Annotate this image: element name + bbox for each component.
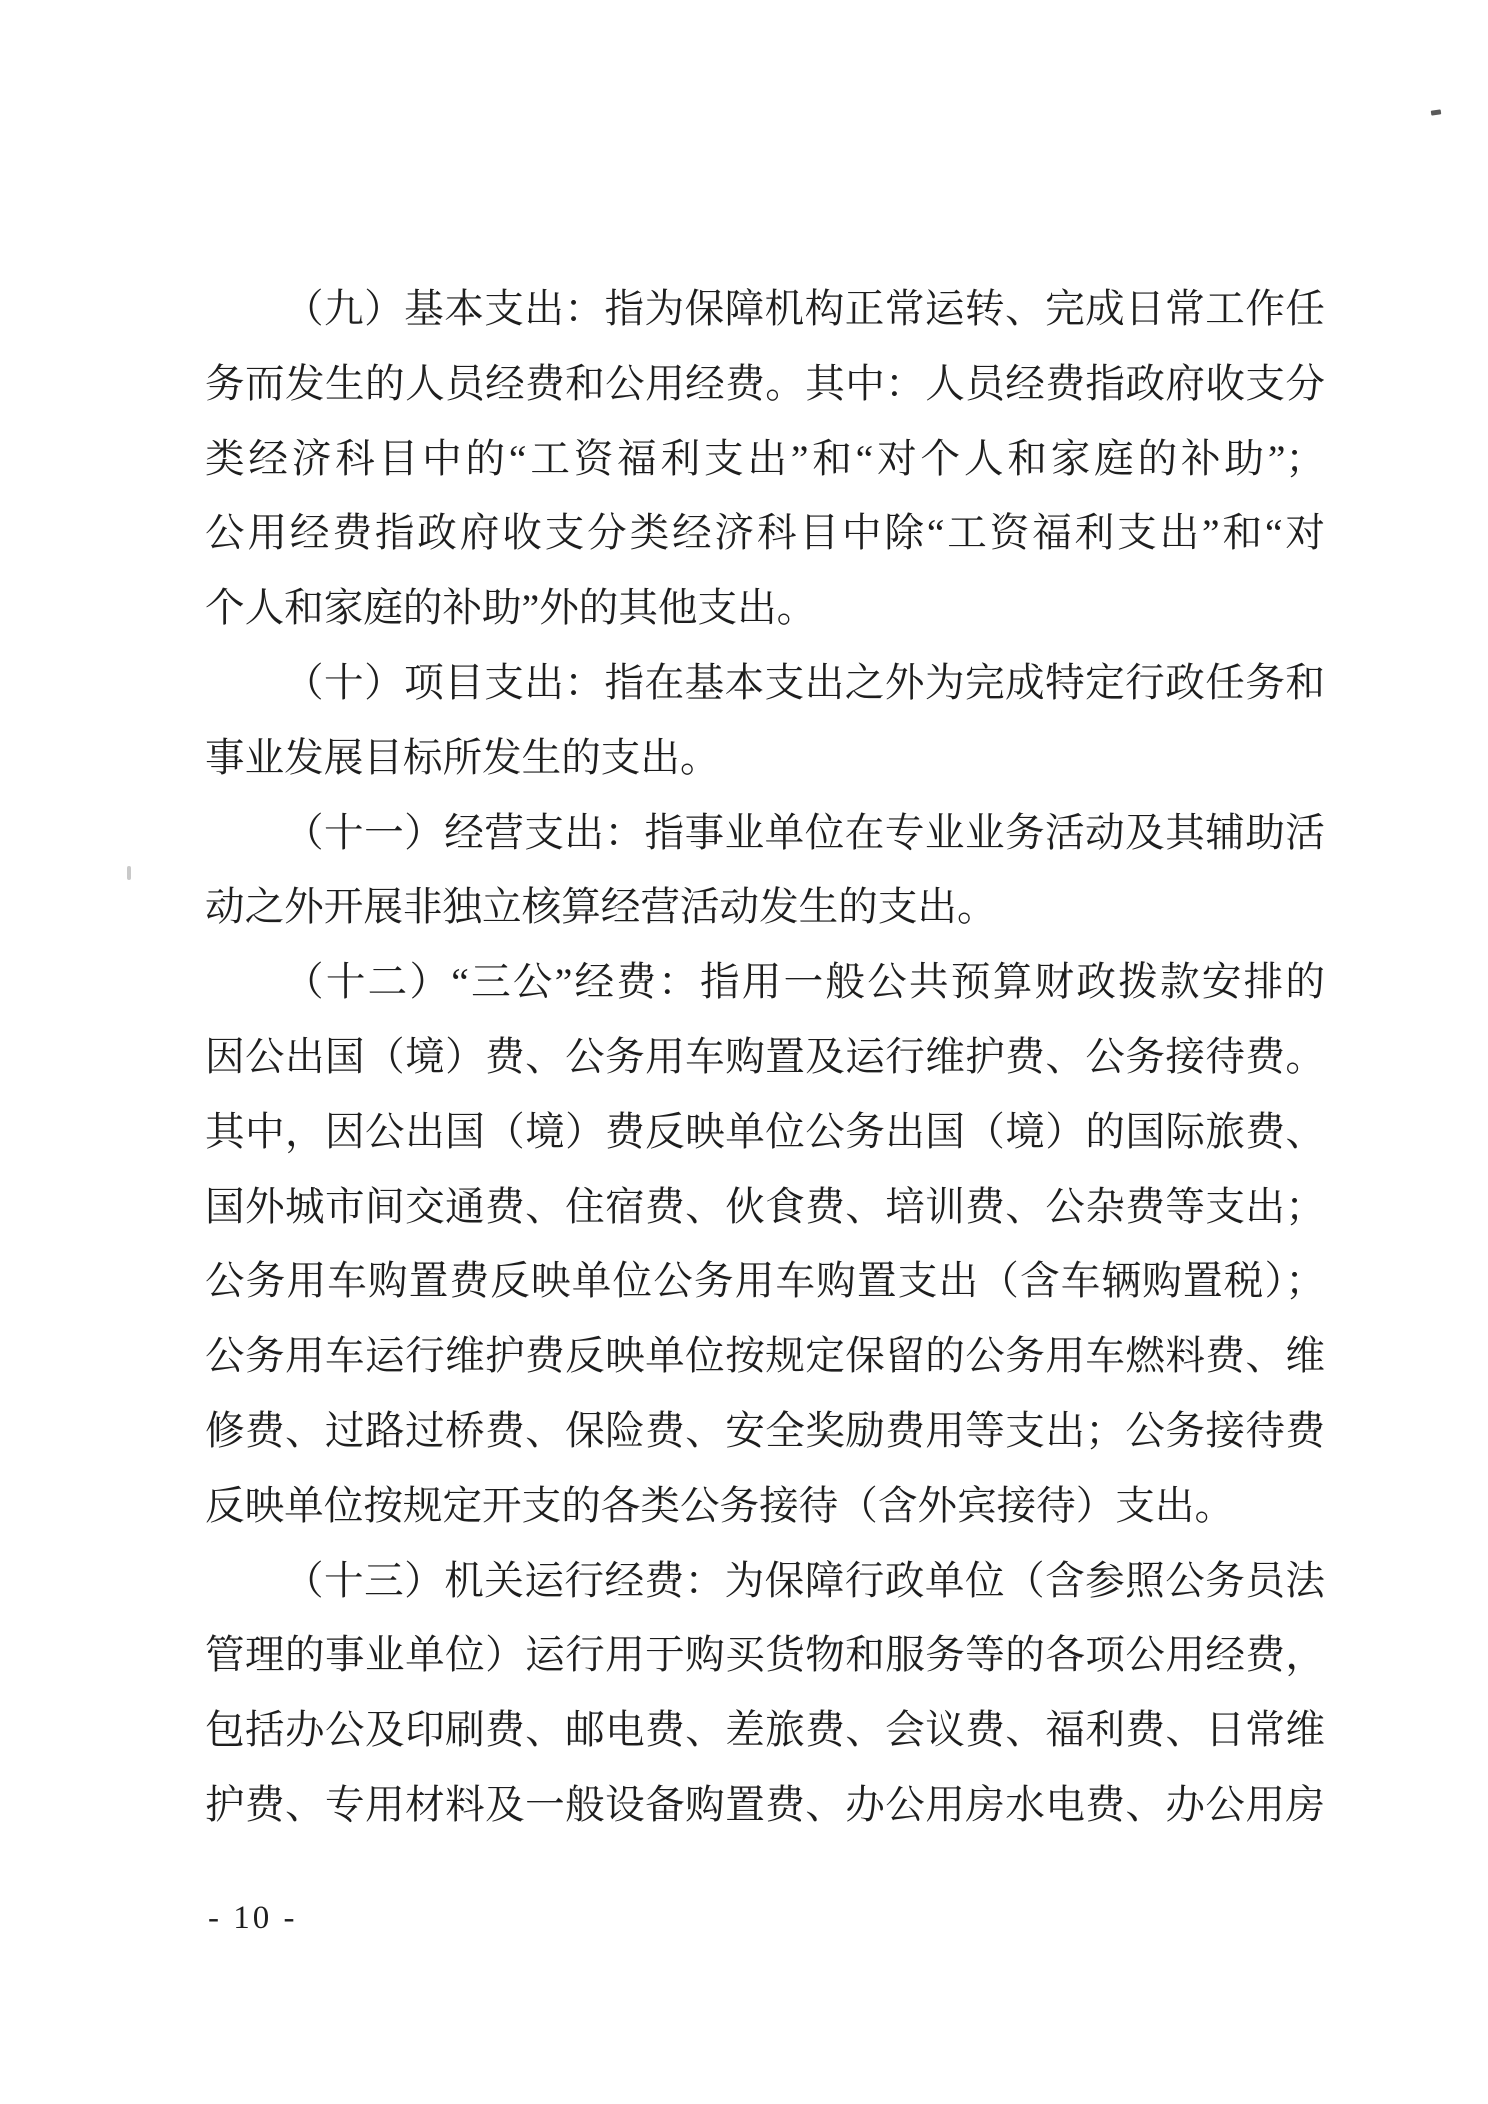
text-line: 包括办公及印刷费、邮电费、差旅费、会议费、福利费、日常维 [205,1708,1325,1753]
text-line: 事业发展目标所发生的支出。 [205,735,720,780]
text-line: 个人和家庭的补助”外的其他支出。 [205,586,817,631]
text-line: 因公出国（境）费、公务用车购置及运行维护费、公务接待费。 [205,1034,1325,1079]
page-number: - 10 - [208,1900,298,1936]
text-line: 管理的事业单位）运行用于购买货物和服务等的各项公用经费， [205,1633,1325,1678]
scan-artifact-left-margin [127,866,131,880]
text-line: 务而发生的人员经费和公用经费。其中：人员经费指政府收支分 [205,361,1325,406]
scan-artifact-top-right [1431,109,1442,115]
text-line: 公用经费指政府收支分类经济科目中除“工资福利支出”和“对 [205,511,1325,556]
text-line: （九）基本支出：指为保障机构正常运转、完成日常工作任 [284,287,1325,331]
document-body [205,272,1325,1843]
text-line: 公务用车购置费反映单位公务用车购置支出（含车辆购置税）； [205,1259,1325,1304]
text-line: 类经济科目中的“工资福利支出”和“对个人和家庭的补助”； [205,436,1325,481]
text-line: （十二）“三公”经费：指用一般公共预算财政拨款安排的 [284,960,1325,1005]
text-line: 公务用车运行维护费反映单位按规定保留的公务用车燃料费、维 [205,1334,1325,1379]
text-line: （十一）经营支出：指事业单位在专业业务活动及其辅助活 [284,810,1325,855]
text-line: （十三）机关运行经费：为保障行政单位（含参照公务员法 [284,1558,1325,1603]
text-line: 反映单位按规定开支的各类公务接待（含外宾接待）支出。 [205,1483,1235,1528]
text-line: 国外城市间交通费、住宿费、伙食费、培训费、公杂费等支出； [205,1184,1325,1229]
text-line: 动之外开展非独立核算经营活动发生的支出。 [205,885,997,930]
text-line: （十）项目支出：指在基本支出之外为完成特定行政任务和 [284,660,1325,705]
text-line: 修费、过路过桥费、保险费、安全奖励费用等支出；公务接待费 [205,1408,1325,1453]
text-line: 护费、专用材料及一般设备购置费、办公用房水电费、办公用房 [205,1782,1325,1827]
text-line: 其中，因公出国（境）费反映单位公务出国（境）的国际旅费、 [205,1109,1325,1154]
